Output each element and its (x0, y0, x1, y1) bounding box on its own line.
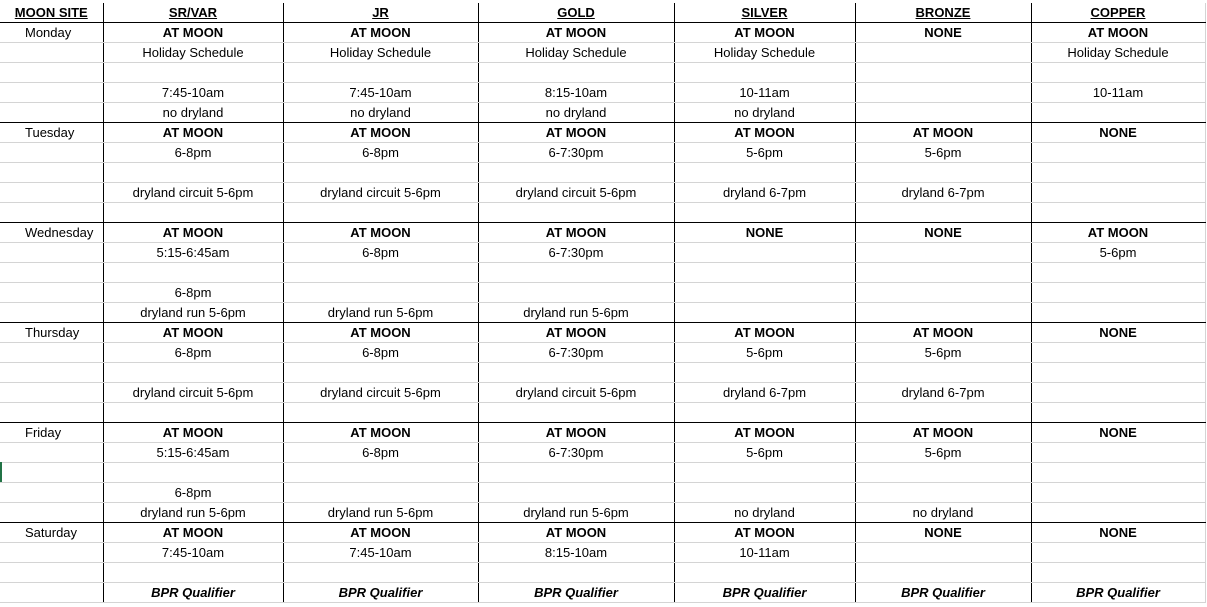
cell-sr-var[interactable]: 7:45-10am (103, 83, 283, 103)
cell-day[interactable] (0, 583, 103, 603)
cell-copper[interactable] (1031, 363, 1205, 383)
cell-sr-var[interactable]: dryland circuit 5-6pm (103, 383, 283, 403)
cell-bronze[interactable]: 5-6pm (855, 443, 1031, 463)
cell-gold[interactable]: 6-7:30pm (478, 143, 674, 163)
table-row (0, 63, 1205, 83)
cell-day[interactable]: Wednesday (0, 223, 103, 243)
cell-bronze[interactable] (855, 363, 1031, 383)
cell-copper[interactable] (1031, 203, 1205, 223)
cell-jr[interactable] (283, 483, 478, 503)
cell-day[interactable] (0, 143, 103, 163)
cell-gold[interactable]: AT MOON (478, 423, 674, 443)
cell-gold[interactable]: Holiday Schedule (478, 43, 674, 63)
header-cell-silver[interactable]: SILVER (674, 3, 855, 23)
cell-silver[interactable]: dryland 6-7pm (674, 383, 855, 403)
cell-jr[interactable] (283, 463, 478, 483)
cell-day[interactable] (0, 503, 103, 523)
cell-sr-var[interactable] (103, 263, 283, 283)
cell-day[interactable] (0, 63, 103, 83)
cell-sr-var[interactable]: Holiday Schedule (103, 43, 283, 63)
cell-bronze[interactable]: AT MOON (855, 123, 1031, 143)
cell-gold[interactable]: dryland run 5-6pm (478, 303, 674, 323)
table-row (0, 123, 1205, 143)
cell-gold[interactable]: dryland circuit 5-6pm (478, 183, 674, 203)
cell-gold[interactable] (478, 263, 674, 283)
cell-silver[interactable] (674, 263, 855, 283)
cell-gold[interactable]: 6-7:30pm (478, 443, 674, 463)
cell-day[interactable] (0, 283, 103, 303)
cell-sr-var[interactable]: BPR Qualifier (103, 583, 283, 603)
table-row (0, 243, 1205, 263)
table-row (0, 303, 1205, 323)
cell-copper[interactable] (1031, 143, 1205, 163)
cell-bronze[interactable] (855, 263, 1031, 283)
cell-copper[interactable] (1031, 163, 1205, 183)
cell-sr-var[interactable]: AT MOON (103, 423, 283, 443)
cell-copper[interactable]: AT MOON (1031, 23, 1205, 43)
cell-silver[interactable] (674, 243, 855, 263)
cell-gold[interactable]: AT MOON (478, 323, 674, 343)
cell-silver[interactable]: AT MOON (674, 23, 855, 43)
cell-day[interactable]: Saturday (0, 523, 103, 543)
cell-gold[interactable] (478, 483, 674, 503)
cell-jr[interactable]: AT MOON (283, 223, 478, 243)
cell-sr-var[interactable]: AT MOON (103, 23, 283, 43)
table-row (0, 463, 1205, 483)
cell-day[interactable] (0, 403, 103, 423)
cell-jr[interactable] (283, 203, 478, 223)
cell-day[interactable] (0, 203, 103, 223)
table-row (0, 263, 1205, 283)
cell-jr[interactable] (283, 63, 478, 83)
cell-day[interactable] (0, 563, 103, 583)
cell-jr[interactable]: AT MOON (283, 123, 478, 143)
schedule-table (0, 3, 1206, 603)
cell-sr-var[interactable] (103, 203, 283, 223)
table-row (0, 483, 1205, 503)
cell-jr[interactable]: dryland run 5-6pm (283, 503, 478, 523)
table-row (0, 423, 1205, 443)
cell-jr[interactable]: 7:45-10am (283, 83, 478, 103)
cell-sr-var[interactable]: 5:15-6:45am (103, 443, 283, 463)
table-row (0, 23, 1205, 43)
cell-silver[interactable] (674, 203, 855, 223)
cell-jr[interactable]: 6-8pm (283, 143, 478, 163)
cell-sr-var[interactable] (103, 403, 283, 423)
cell-sr-var[interactable]: dryland circuit 5-6pm (103, 183, 283, 203)
cell-jr[interactable]: AT MOON (283, 523, 478, 543)
cell-sr-var[interactable] (103, 563, 283, 583)
cell-silver[interactable] (674, 163, 855, 183)
cell-copper[interactable]: NONE (1031, 523, 1205, 543)
cell-gold[interactable]: 8:15-10am (478, 543, 674, 563)
cell-gold[interactable]: dryland circuit 5-6pm (478, 383, 674, 403)
table-row (0, 283, 1205, 303)
cell-sr-var[interactable]: AT MOON (103, 323, 283, 343)
table-row (0, 223, 1205, 243)
cell-sr-var[interactable]: 5:15-6:45am (103, 243, 283, 263)
cell-bronze[interactable]: 5-6pm (855, 143, 1031, 163)
cell-sr-var[interactable]: AT MOON (103, 523, 283, 543)
table-row (0, 143, 1205, 163)
cell-day[interactable] (0, 343, 103, 363)
cell-bronze[interactable] (855, 463, 1031, 483)
cell-copper[interactable] (1031, 463, 1205, 483)
cell-gold[interactable]: AT MOON (478, 23, 674, 43)
table-row (0, 323, 1205, 343)
cell-day[interactable] (0, 303, 103, 323)
cell-copper[interactable]: NONE (1031, 123, 1205, 143)
cell-copper[interactable]: Holiday Schedule (1031, 43, 1205, 63)
cell-sr-var[interactable] (103, 363, 283, 383)
cell-gold[interactable]: dryland run 5-6pm (478, 503, 674, 523)
table-row (0, 363, 1205, 383)
cell-copper[interactable]: AT MOON (1031, 223, 1205, 243)
header-row (0, 3, 1205, 23)
cell-copper[interactable] (1031, 103, 1205, 123)
cell-sr-var[interactable] (103, 163, 283, 183)
cell-jr[interactable]: AT MOON (283, 323, 478, 343)
cell-bronze[interactable] (855, 163, 1031, 183)
cell-bronze[interactable] (855, 483, 1031, 503)
cell-bronze[interactable] (855, 203, 1031, 223)
cell-silver[interactable]: no dryland (674, 503, 855, 523)
table-row (0, 203, 1205, 223)
table-row (0, 83, 1205, 103)
cell-bronze[interactable] (855, 243, 1031, 263)
cell-jr[interactable]: dryland run 5-6pm (283, 303, 478, 323)
cell-bronze[interactable]: dryland 6-7pm (855, 183, 1031, 203)
table-row (0, 563, 1205, 583)
cell-bronze[interactable] (855, 543, 1031, 563)
cell-bronze[interactable]: NONE (855, 23, 1031, 43)
cell-day[interactable] (0, 363, 103, 383)
cell-bronze[interactable]: 5-6pm (855, 343, 1031, 363)
cell-jr[interactable]: 6-8pm (283, 343, 478, 363)
cell-sr-var[interactable]: AT MOON (103, 123, 283, 143)
cell-silver[interactable]: 5-6pm (674, 143, 855, 163)
cell-day[interactable] (0, 83, 103, 103)
cell-copper[interactable]: NONE (1031, 423, 1205, 443)
cell-copper[interactable]: BPR Qualifier (1031, 583, 1205, 603)
cell-gold[interactable]: 6-7:30pm (478, 343, 674, 363)
cell-bronze[interactable]: NONE (855, 223, 1031, 243)
cell-sr-var[interactable]: AT MOON (103, 223, 283, 243)
cell-day[interactable] (0, 443, 103, 463)
cell-silver[interactable]: AT MOON (674, 523, 855, 543)
cell-copper[interactable] (1031, 63, 1205, 83)
cell-copper[interactable] (1031, 563, 1205, 583)
cell-copper[interactable] (1031, 503, 1205, 523)
table-row (0, 183, 1205, 203)
cell-copper[interactable] (1031, 283, 1205, 303)
schedule-body (0, 3, 1205, 603)
cell-bronze[interactable] (855, 563, 1031, 583)
cell-day[interactable]: Tuesday (0, 123, 103, 143)
cell-gold[interactable]: 8:15-10am (478, 83, 674, 103)
cell-gold[interactable]: AT MOON (478, 523, 674, 543)
cell-silver[interactable]: 10-11am (674, 83, 855, 103)
cell-copper[interactable] (1031, 343, 1205, 363)
cell-gold[interactable] (478, 203, 674, 223)
cell-copper[interactable] (1031, 443, 1205, 463)
header-cell-jr[interactable]: JR (283, 3, 478, 23)
cell-gold[interactable] (478, 283, 674, 303)
cell-jr[interactable]: 6-8pm (283, 243, 478, 263)
cell-sr-var[interactable] (103, 463, 283, 483)
cell-sr-var[interactable]: no dryland (103, 103, 283, 123)
cell-day[interactable] (0, 243, 103, 263)
cell-day[interactable] (0, 483, 103, 503)
cell-gold[interactable] (478, 403, 674, 423)
cell-copper[interactable] (1031, 263, 1205, 283)
table-row (0, 383, 1205, 403)
cell-silver[interactable]: dryland 6-7pm (674, 183, 855, 203)
cell-silver[interactable]: NONE (674, 223, 855, 243)
table-row (0, 163, 1205, 183)
cell-silver[interactable] (674, 303, 855, 323)
cell-silver[interactable]: 10-11am (674, 543, 855, 563)
cell-bronze[interactable] (855, 403, 1031, 423)
cell-bronze[interactable]: AT MOON (855, 423, 1031, 443)
cell-gold[interactable] (478, 463, 674, 483)
cell-day[interactable]: Thursday (0, 323, 103, 343)
cell-bronze[interactable]: NONE (855, 523, 1031, 543)
cell-silver[interactable]: Holiday Schedule (674, 43, 855, 63)
cell-bronze[interactable] (855, 103, 1031, 123)
header-cell-bronze[interactable]: BRONZE (855, 3, 1031, 23)
table-row (0, 443, 1205, 463)
cell-jr[interactable]: 6-8pm (283, 443, 478, 463)
cell-silver[interactable] (674, 283, 855, 303)
cell-bronze[interactable]: no dryland (855, 503, 1031, 523)
cell-bronze[interactable]: dryland 6-7pm (855, 383, 1031, 403)
cell-jr[interactable] (283, 283, 478, 303)
cell-jr[interactable] (283, 403, 478, 423)
cell-copper[interactable] (1031, 383, 1205, 403)
cell-gold[interactable] (478, 163, 674, 183)
cell-silver[interactable] (674, 63, 855, 83)
header-cell-sr-var[interactable]: SR/VAR (103, 3, 283, 23)
table-row (0, 523, 1205, 543)
cell-day[interactable]: Monday (0, 23, 103, 43)
cell-silver[interactable]: AT MOON (674, 323, 855, 343)
cell-jr[interactable]: AT MOON (283, 423, 478, 443)
active-cell-indicator (0, 462, 2, 482)
cell-day[interactable] (0, 183, 103, 203)
cell-copper[interactable]: 10-11am (1031, 83, 1205, 103)
table-row (0, 583, 1205, 603)
cell-sr-var[interactable]: dryland run 5-6pm (103, 503, 283, 523)
cell-day[interactable] (0, 263, 103, 283)
cell-copper[interactable] (1031, 543, 1205, 563)
table-row (0, 43, 1205, 63)
cell-silver[interactable] (674, 463, 855, 483)
cell-gold[interactable] (478, 63, 674, 83)
cell-sr-var[interactable]: 7:45-10am (103, 543, 283, 563)
cell-silver[interactable]: no dryland (674, 103, 855, 123)
table-row (0, 543, 1205, 563)
cell-day[interactable] (0, 383, 103, 403)
cell-day[interactable] (0, 163, 103, 183)
cell-jr[interactable] (283, 163, 478, 183)
table-row (0, 103, 1205, 123)
header-cell-gold[interactable]: GOLD (478, 3, 674, 23)
cell-silver[interactable] (674, 483, 855, 503)
cell-gold[interactable]: AT MOON (478, 223, 674, 243)
cell-bronze[interactable] (855, 83, 1031, 103)
cell-jr[interactable]: Holiday Schedule (283, 43, 478, 63)
cell-sr-var[interactable]: dryland run 5-6pm (103, 303, 283, 323)
cell-copper[interactable] (1031, 403, 1205, 423)
cell-day[interactable] (0, 463, 103, 483)
table-row (0, 503, 1205, 523)
cell-gold[interactable] (478, 363, 674, 383)
cell-bronze[interactable] (855, 303, 1031, 323)
cell-silver[interactable]: AT MOON (674, 123, 855, 143)
cell-gold[interactable]: AT MOON (478, 123, 674, 143)
cell-silver[interactable]: 5-6pm (674, 343, 855, 363)
header-cell-moon-site[interactable]: MOON SITE (0, 3, 103, 23)
cell-bronze[interactable]: AT MOON (855, 323, 1031, 343)
cell-bronze[interactable] (855, 63, 1031, 83)
cell-jr[interactable]: dryland circuit 5-6pm (283, 183, 478, 203)
cell-day[interactable] (0, 103, 103, 123)
cell-copper[interactable]: 5-6pm (1031, 243, 1205, 263)
cell-sr-var[interactable]: 6-8pm (103, 283, 283, 303)
cell-copper[interactable] (1031, 183, 1205, 203)
cell-copper[interactable] (1031, 303, 1205, 323)
cell-silver[interactable] (674, 563, 855, 583)
cell-silver[interactable] (674, 403, 855, 423)
cell-jr[interactable]: 7:45-10am (283, 543, 478, 563)
cell-silver[interactable]: BPR Qualifier (674, 583, 855, 603)
cell-jr[interactable] (283, 363, 478, 383)
cell-gold[interactable]: no dryland (478, 103, 674, 123)
cell-bronze[interactable] (855, 43, 1031, 63)
cell-jr[interactable]: dryland circuit 5-6pm (283, 383, 478, 403)
cell-copper[interactable] (1031, 483, 1205, 503)
cell-gold[interactable]: BPR Qualifier (478, 583, 674, 603)
cell-jr[interactable]: no dryland (283, 103, 478, 123)
cell-gold[interactable] (478, 563, 674, 583)
cell-jr[interactable] (283, 263, 478, 283)
cell-bronze[interactable] (855, 283, 1031, 303)
cell-sr-var[interactable] (103, 63, 283, 83)
cell-gold[interactable]: 6-7:30pm (478, 243, 674, 263)
cell-bronze[interactable]: BPR Qualifier (855, 583, 1031, 603)
cell-jr[interactable] (283, 563, 478, 583)
cell-sr-var[interactable]: 6-8pm (103, 143, 283, 163)
cell-jr[interactable]: AT MOON (283, 23, 478, 43)
cell-copper[interactable]: NONE (1031, 323, 1205, 343)
table-row (0, 343, 1205, 363)
cell-day[interactable]: Friday (0, 423, 103, 443)
cell-jr[interactable]: BPR Qualifier (283, 583, 478, 603)
cell-silver[interactable]: AT MOON (674, 423, 855, 443)
cell-sr-var[interactable]: 6-8pm (103, 483, 283, 503)
header-cell-copper[interactable]: COPPER (1031, 3, 1205, 23)
cell-day[interactable] (0, 43, 103, 63)
table-row (0, 403, 1205, 423)
cell-day[interactable] (0, 543, 103, 563)
cell-sr-var[interactable]: 6-8pm (103, 343, 283, 363)
cell-silver[interactable] (674, 363, 855, 383)
cell-silver[interactable]: 5-6pm (674, 443, 855, 463)
